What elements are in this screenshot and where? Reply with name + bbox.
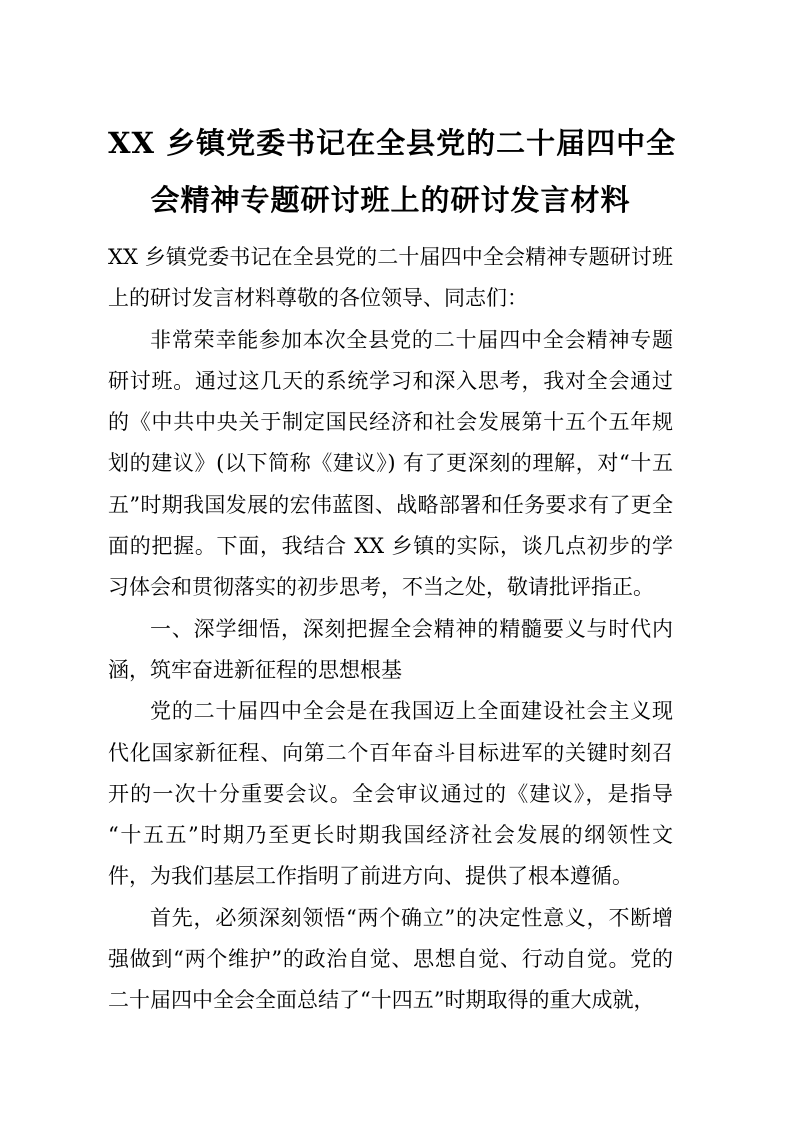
document-title-line-2: 会精神专题研讨班上的研讨发言材料 <box>150 183 631 217</box>
section-heading-1: 一、深学细悟，深刻把握全会精神的精髓要义与时代内涵，筑牢奋进新征程的思想根基 <box>108 616 673 682</box>
document-title <box>108 115 677 229</box>
paragraph-plenary-significance: 党的二十届四中全会是在我国迈上全面建设社会主义现代化国家新征程、向第二个百年奋斗目标进军的关键时刻召开的一次十分重要会议。全会审议通过的《建议》，是指导“十五五”时期乃至更长时期我国经济社会发展的纲领性文件，为我们基层工作指明了前进方向、提供了根本遵循。 <box>108 699 673 889</box>
document-title-line-1: XX 乡镇党委书记在全县党的二十届四中全 <box>108 126 677 160</box>
paragraph-introduction: 非常荣幸能参加本次全县党的二十届四中全会精神专题研讨班。通过这几天的系统学习和深入思考，我对全会通过的《中共中央关于制定国民经济和社会发展第十五个五年规划的建议》(以下简称《建议》) 有了更深刻的理解，对“十五五”时期我国发展的宏伟蓝图、战略部署和任务要求有了更全面的把握。下面，我结合 XX 乡镇的实际，谈几点初步的学习体会和贯彻落实的初步思考，不当之处，敬请批评指正。 <box>108 327 673 600</box>
paragraph-two-establishes: 首先，必须深刻领悟“两个确立”的决定性意义，不断增强做到“两个维护”的政治自觉、思想自觉、行动自觉。党的二十届四中全会全面总结了“十四五”时期取得的重大成就， <box>108 905 673 1013</box>
paragraph-salutation: XX 乡镇党委书记在全县党的二十届四中全会精神专题研讨班上的研讨发言材料尊敬的各位领导、同志们： <box>108 245 673 311</box>
